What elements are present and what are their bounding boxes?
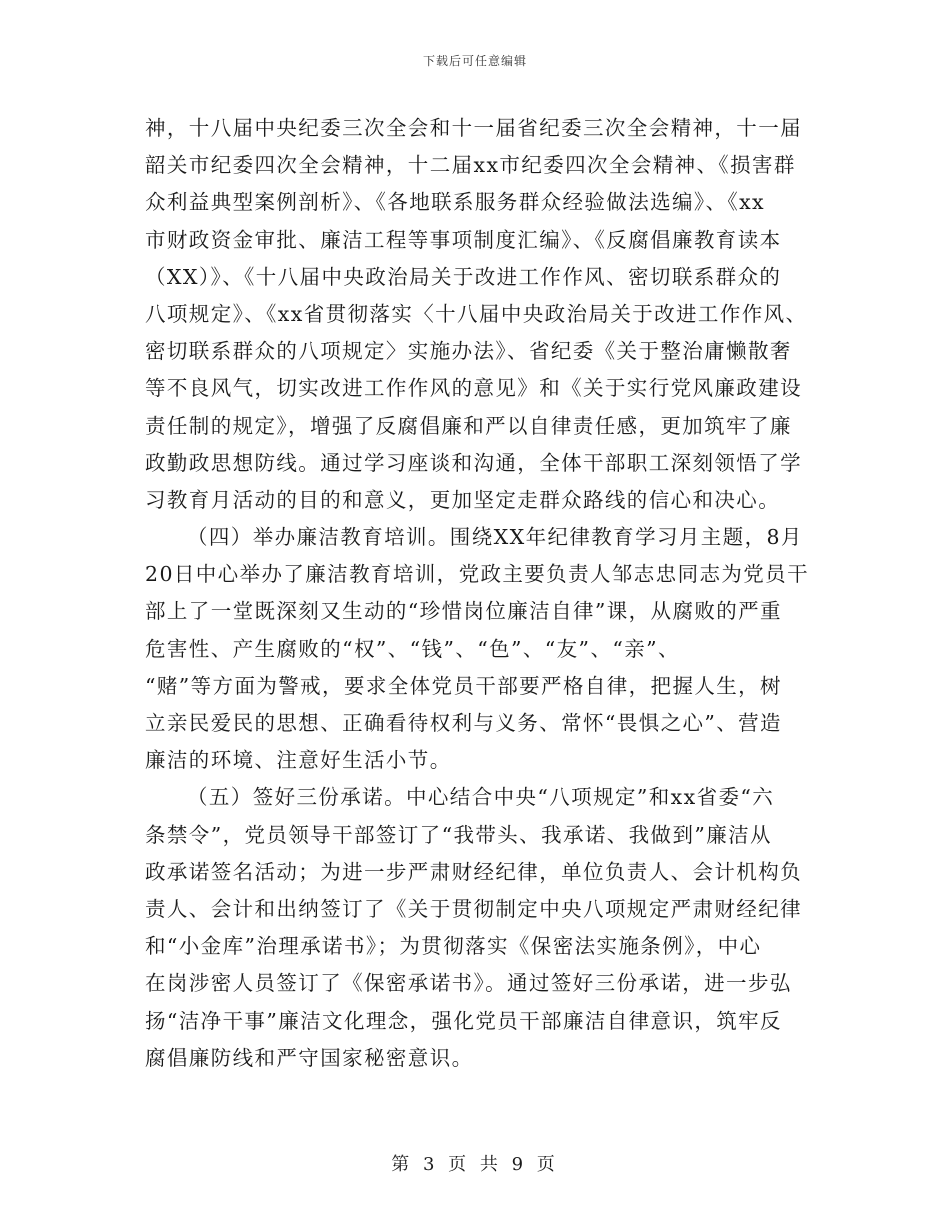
text-line: 众利益典型案例剖析》、《各地联系服务群众经验做法选编》、《xx (145, 190, 766, 215)
text-line: 八项规定》、《xx省贯彻落实〈十八届中央政治局关于改进工作作风、 (145, 301, 808, 326)
text-line: 习教育月活动的目的和意义，更加坚定走群众路线的信心和决心。 (145, 487, 781, 512)
text-line: 廉洁的环境、注意好生活小节。 (145, 748, 452, 773)
text-line: 在岗涉密人员签订了《保密承诺书》。通过签好三份承诺，进一步弘 (145, 971, 792, 996)
text-line: 神，十八届中央纪委三次全会和十一届省纪委三次全会精神，十一届 (145, 116, 802, 140)
text-line: 条禁令”，党员领导干部签订了“我带头、我承诺、我做到”廉洁从 (145, 822, 772, 847)
section-heading-line: （五）签好三份承诺。中心结合中央“八项规定”和xx省委“六 (187, 785, 775, 810)
text-line: 20日中心举办了廉洁教育培训，党政主要负责人邹志忠同志为党员干 (145, 562, 809, 587)
document-body (145, 110, 809, 1077)
text-line: 和“小金库”治理承诺书》；为贯彻落实《保密法实施条例》，中心 (145, 934, 762, 959)
text-line: “赌”等方面为警戒，要求全体党员干部要严格自律，把握人生，树 (145, 673, 782, 698)
text-line: 政承诺签名活动；为进一步严肃财经纪律，单位负责人、会计机构负 (145, 859, 802, 884)
text-line: 腐倡廉防线和严守国家秘密意识。 (145, 1045, 474, 1070)
text-line: 密切联系群众的八项规定〉实施办法》、省纪委《关于整治庸懒散奢 (145, 339, 792, 364)
text-line: 政勤政思想防线。通过学习座谈和沟通，全体干部职工深刻领悟了学 (145, 450, 802, 475)
text-line: 责任制的规定》，增强了反腐倡廉和严以自律责任感，更加筑牢了廉 (145, 413, 792, 438)
page-number-footer: 第 3 页 共 9 页 (391, 1154, 559, 1175)
page-header-note: 下载后可任意编辑 (422, 54, 527, 68)
text-line: （XX）》、《十八届中央政治局关于改进工作作风、密切联系群众的 (145, 264, 782, 289)
text-line: 责人、会计和出纳签订了《关于贯彻制定中央八项规定严肃财经纪律 (145, 896, 802, 921)
text-line: 立亲民爱民的思想、正确看待权利与义务、常怀“畏惧之心”、营造 (145, 711, 782, 735)
text-line: 危害性、产生腐败的“权”、“钱”、“色”、“友”、“亲”、 (145, 636, 680, 661)
text-line: 部上了一堂既深刻又生动的“珍惜岗位廉洁自律”课，从腐败的严重 (145, 599, 782, 624)
text-line: 扬“洁净干事”廉洁文化理念，强化党员干部廉洁自律意识，筑牢反 (145, 1008, 782, 1033)
text-line: 市财政资金审批、廉洁工程等事项制度汇编》、《反腐倡廉教育读本 (145, 227, 782, 252)
section-heading-line: （四）举办廉洁教育培训。围绕XX年纪律教育学习月主题，8月 (187, 525, 803, 550)
text-line: 韶关市纪委四次全会精神，十二届xx市纪委四次全会精神、《损害群 (145, 153, 796, 178)
text-line: 等不良风气，切实改进工作作风的意见》和《关于实行党风廉政建设 (145, 376, 802, 401)
